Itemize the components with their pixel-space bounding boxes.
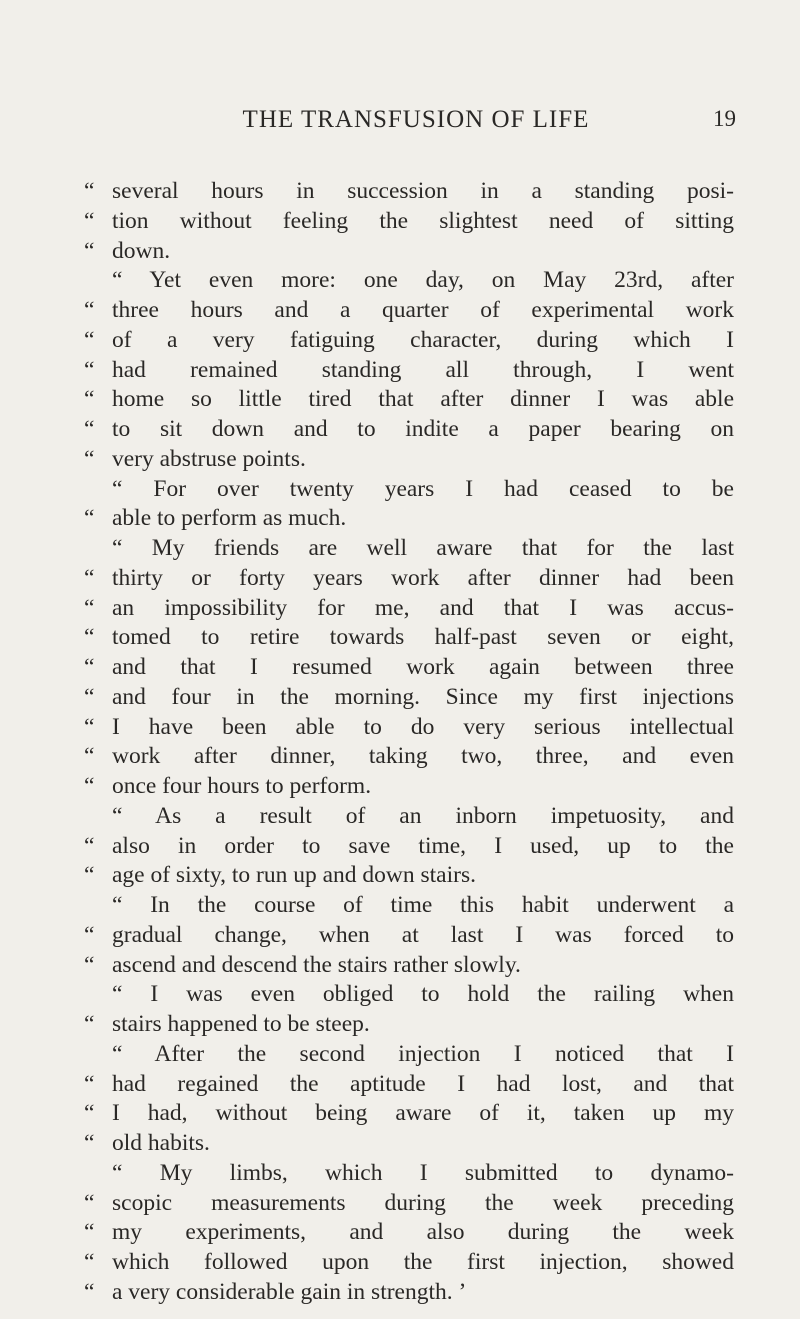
line-text: several hours in succession in a standing posi- xyxy=(112,178,734,204)
line-text: once four hours to perform. xyxy=(112,773,372,799)
line-text: “ In the course of time this habit underwent a xyxy=(112,892,734,918)
quote-mark: “ xyxy=(84,445,95,472)
line-text: I had, without being aware of it, taken up my xyxy=(112,1100,734,1127)
text-line xyxy=(84,683,734,713)
line-text: tion without feeling the slightest need of sitting xyxy=(112,207,734,234)
line-text: ascend and descend the stairs rather slowly. xyxy=(112,951,521,978)
text-line xyxy=(84,177,734,207)
line-text: thirty or forty years work after dinner had been xyxy=(112,564,734,591)
quote-mark: “ xyxy=(84,178,95,204)
quote-mark: “ xyxy=(84,921,95,948)
line-text: “ My limbs, which I submitted to dynamo- xyxy=(112,1159,734,1186)
quote-mark: “ xyxy=(84,1219,95,1246)
line-text: tomed to retire towards half-past seven or eight, xyxy=(112,624,734,651)
text-line xyxy=(84,475,734,505)
text-line xyxy=(84,653,734,683)
text-line xyxy=(84,266,734,296)
text-line xyxy=(84,385,734,415)
line-text: three hours and a quarter of experimental work xyxy=(112,297,734,323)
text-line xyxy=(84,237,734,267)
line-text: had regained the aptitude I had lost, and that xyxy=(112,1070,734,1097)
quote-mark: “ xyxy=(84,743,95,770)
text-line xyxy=(84,504,734,534)
quote-mark: “ xyxy=(84,832,95,859)
text-line xyxy=(84,415,734,445)
quote-mark: “ xyxy=(84,1278,95,1305)
line-text: work after dinner, taking two, three, and even xyxy=(112,743,734,770)
line-text: “ After the second injection I noticed that I xyxy=(112,1040,734,1067)
line-text: I have been able to do very serious intellectual xyxy=(112,713,734,740)
line-text: which followed upon the first injection, showed xyxy=(112,1249,734,1275)
quote-mark: “ xyxy=(84,773,95,799)
line-text: “ Yet even more: one day, on May 23rd, after xyxy=(112,267,734,294)
text-line xyxy=(84,1010,734,1040)
line-text: and that I resumed work again between three xyxy=(112,654,734,680)
line-text: of a very fatiguing character, during which I xyxy=(112,326,734,353)
text-line xyxy=(84,326,734,356)
line-text: stairs happened to be steep. xyxy=(112,1011,370,1037)
quote-mark: “ xyxy=(84,237,95,264)
line-text: an impossibility for me, and that I was accus- xyxy=(112,594,734,621)
quote-mark: “ xyxy=(84,564,95,591)
line-text: also in order to save time, I used, up to the xyxy=(112,832,734,859)
text-line xyxy=(84,742,734,772)
line-text: to sit down and to indite a paper bearing on xyxy=(112,416,734,442)
quote-mark: “ xyxy=(84,1070,95,1097)
text-line xyxy=(84,445,734,475)
line-text: “ As a result of an inborn impetuosity, and xyxy=(112,802,734,829)
quote-mark: “ xyxy=(84,951,95,978)
quote-mark: “ xyxy=(84,505,95,532)
text-line xyxy=(84,1159,734,1189)
body-text xyxy=(84,177,734,1308)
quote-mark: “ xyxy=(84,624,95,651)
text-line xyxy=(84,861,734,891)
line-text: down. xyxy=(112,237,171,264)
quote-mark: “ xyxy=(84,594,95,621)
text-line xyxy=(84,1218,734,1248)
text-line xyxy=(84,623,734,653)
text-line xyxy=(84,772,734,802)
text-line xyxy=(84,356,734,386)
text-line xyxy=(84,1129,734,1159)
page-number: 19 xyxy=(713,106,736,131)
text-line xyxy=(84,1278,734,1308)
line-text: very abstruse points. xyxy=(112,445,306,472)
quote-mark: “ xyxy=(84,1249,95,1275)
line-text: able to perform as much. xyxy=(112,505,347,532)
quote-mark: “ xyxy=(84,297,95,323)
line-text: old habits. xyxy=(112,1130,210,1156)
text-line xyxy=(84,534,734,564)
line-text: “ I was even obliged to hold the railing when xyxy=(112,981,734,1008)
line-text: and four in the morning. Since my first injections xyxy=(112,683,734,710)
line-text: “ For over twenty years I had ceased to be xyxy=(112,475,734,502)
line-text: had remained standing all through, I went xyxy=(112,356,734,383)
text-line xyxy=(84,921,734,951)
running-title: THE TRANSFUSION OF LIFE xyxy=(242,106,590,133)
line-text: a very considerable gain in strength. ’ xyxy=(112,1278,467,1305)
text-line xyxy=(84,1248,734,1278)
line-text: “ My friends are well aware that for the last xyxy=(112,535,734,561)
quote-mark: “ xyxy=(84,1011,95,1037)
quote-mark: “ xyxy=(84,654,95,680)
line-text: home so little tired that after dinner I was able xyxy=(112,386,734,413)
text-line xyxy=(84,207,734,237)
text-line xyxy=(84,802,734,832)
line-text: my experiments, and also during the week xyxy=(112,1219,734,1246)
quote-mark: “ xyxy=(84,326,95,353)
text-line xyxy=(84,564,734,594)
text-line xyxy=(84,296,734,326)
quote-mark: “ xyxy=(84,416,95,442)
text-line xyxy=(84,1099,734,1129)
line-text: age of sixty, to run up and down stairs. xyxy=(112,862,476,889)
text-line xyxy=(84,1189,734,1219)
quote-mark: “ xyxy=(84,1100,95,1127)
text-line xyxy=(84,980,734,1010)
text-line xyxy=(84,951,734,981)
text-line xyxy=(84,713,734,743)
quote-mark: “ xyxy=(84,1130,95,1156)
quote-mark: “ xyxy=(84,1189,95,1216)
page-header xyxy=(96,100,736,140)
quote-mark: “ xyxy=(84,713,95,740)
quote-mark: “ xyxy=(84,207,95,234)
text-line xyxy=(84,1040,734,1070)
quote-mark: “ xyxy=(84,683,95,710)
text-line xyxy=(84,832,734,862)
line-text: gradual change, when at last I was forced to xyxy=(112,921,734,948)
quote-mark: “ xyxy=(84,356,95,383)
quote-mark: “ xyxy=(84,862,95,889)
text-line xyxy=(84,1070,734,1100)
text-line xyxy=(84,891,734,921)
line-text: scopic measurements during the week preceding xyxy=(112,1189,734,1216)
text-line xyxy=(84,594,734,624)
quote-mark: “ xyxy=(84,386,95,413)
